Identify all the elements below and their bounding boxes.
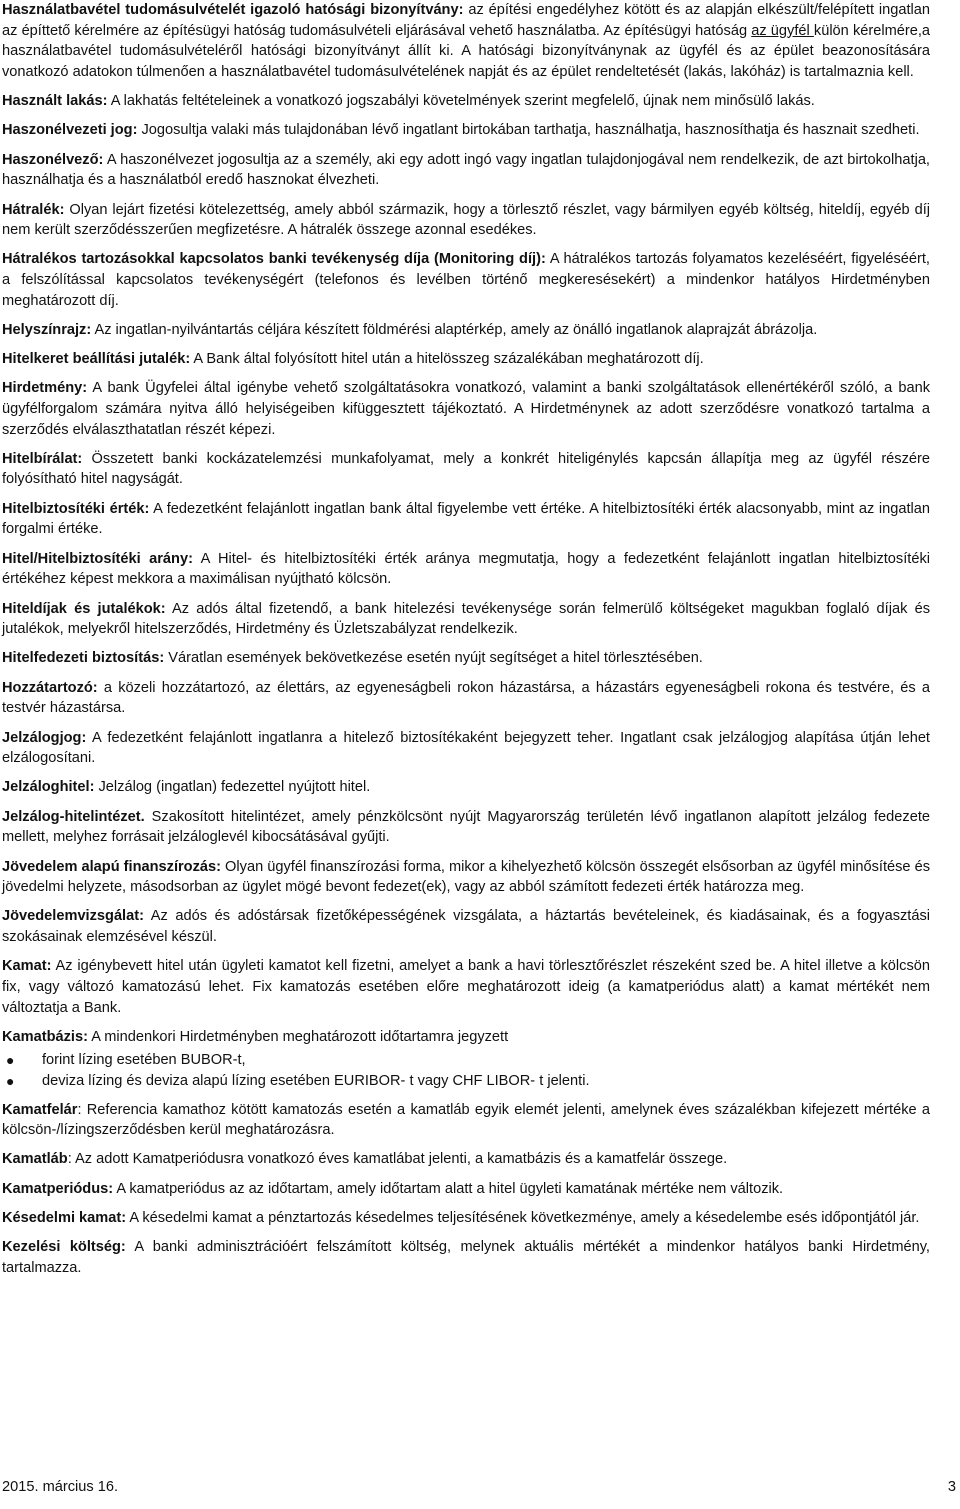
bullet-icon: ● — [6, 1072, 15, 1089]
definition-text: A hátralékos tartozás folyamatos kezeléséért, figyeléséért, a felszólítással kapcsolatos tevékenységért (telefonos és levélben történő megkeresésekért) a mindenkor hatályos Hirdetményben meghatározott díj. — [2, 251, 930, 309]
definition-entry — [2, 906, 930, 947]
definition-entry — [2, 320, 930, 341]
definition-entry — [2, 599, 930, 640]
term: Hozzátartozó: — [2, 679, 98, 696]
term: Haszonélvező: — [2, 151, 104, 168]
definition-text: A késedelmi kamat a pénztartozás késedelmes teljesítésének következménye, amely a késedelembe esés időpontjától jár. — [126, 1210, 920, 1226]
definition-text: A fedezetként felajánlott ingatlanra a hitelező biztosítékaként bejegyzett teher. Ingatlant csak jelzálogjog alapítása útján lehet elzálogosítani. — [2, 729, 930, 767]
definition-entry — [2, 499, 930, 540]
definition-text: Olyan lejárt fizetési kötelezettség, amely abból származik, hogy a törlesztő részlet, vagy bármilyen egyéb költség, hiteldíj, egyéb díj nem került szerződésszerűen megfizetésre. A hátralék összege azonnal esedékes. — [2, 201, 930, 239]
definition-text: A mindenkori Hirdetményben meghatározott időtartamra jegyzett — [87, 1028, 509, 1045]
term: Helyszínrajz: — [2, 321, 92, 338]
term: Kamatfelár — [2, 1101, 78, 1118]
definition-entry — [2, 1208, 930, 1229]
page-number: 3 — [947, 1479, 956, 1495]
definition-text: A bank Ügyfelei által igénybe vehető szolgáltatásokra vonatkozó, valamint a banki szolgáltatások ellenértékéről szóló, a bank ügyfélforgalom számára nyitva álló helyiségeiben kifüggesztett tájékoztató. A Hirdetménynek az adott szerződésre vonatkozó tartalma a szerződés elválaszthatatlan részét képezi. — [2, 380, 930, 438]
term: Jelzáloghitel: — [2, 779, 95, 796]
definition-entry — [2, 91, 930, 112]
term: Kezelési költség: — [2, 1239, 126, 1256]
term: Hitelfedezeti biztosítás: — [2, 650, 165, 667]
definition-entry — [2, 777, 930, 798]
definition-text: Az igénybevett hitel után ügyleti kamatot kell fizetni, amelyet a bank a havi törlesztőrészlet részeként szed be. A hitel illetve a kölcsön fix, vagy változó kamatozású lehet. Fix kamatozás esetében előre meghatározott ideig (a kamatperiódus alatt) a kamat mértékét nem változtatja a Bank. — [2, 958, 930, 1016]
definition-entry — [2, 150, 930, 191]
definition-entry — [2, 120, 930, 141]
definition-text: A Hitel- és hitelbiztosítéki érték aránya megmutatja, hogy a fedezetként felajánlott ingatlan hitelbiztosítéki értékéhez képest mekkora a maximálisan nyújtható kölcsön. — [2, 550, 930, 588]
definition-entry — [2, 678, 930, 719]
definition-text: a közeli hozzátartozó, az élettárs, az egyeneságbeli rokon házastársa, a házastárs egyeneságbeli rokona és testvére, és a testvér házastársa. — [2, 679, 930, 717]
definition-text: A banki adminisztrációért felszámított költség, melynek aktuális mértékét a mindenkor hatályos banki Hirdetmény, tartalmazza. — [2, 1239, 930, 1276]
definition-entry — [2, 378, 930, 440]
definition-text: Olyan ügyfél finanszírozási forma, mikor a kihelyezhető kölcsön összegét elsősorban az ügyfél minősítése és jövedelmi helyzete, másodsorban az ügylet mögé bevont fedezet(ek), vagy az abból számított fedezeti érték határozza meg. — [2, 858, 931, 896]
definition-entry — [2, 956, 930, 1018]
definition-entry — [2, 200, 930, 241]
term: Használt lakás: — [2, 93, 108, 110]
definition-text: Jelzálog (ingatlan) fedezettel nyújtott hitel. — [94, 779, 371, 796]
definition-entry — [2, 648, 930, 669]
list-item-text: deviza lízing és deviza alapú lízing esetében EURIBOR- t vagy CHF LIBOR- t jelenti. — [42, 1072, 590, 1089]
definition-text: Váratlan események bekövetkezése esetén nyújt segítséget a hitel törlesztésében. — [164, 650, 703, 667]
definition-text: külön kérelmére,a használatbavétel tudomásulvételéről hatósági bizonyítványt állít ki. A hatósági bizonyítványnak az ügyfél és az épület beazonosítására vonatkozó adatokon túlmenően a használatbavétel tudomásulvételének napját és az épület rendeltetését (lakás, lakóház) is tartalmaznia kell. — [2, 22, 930, 80]
definition-text: Az ingatlan-nyilvántartás céljára készített földmérési alaptérkép, amely az önálló ingatlanok alaprajzát ábrázolja. — [91, 321, 818, 338]
definition-entry — [2, 249, 930, 311]
term: Hitelbiztosítéki érték: — [2, 500, 150, 517]
term: Kamatbázis: — [2, 1028, 88, 1045]
definition-text: az építési engedélyhez kötött és az alapján elkészült/felépített ingatlan az építtető kérelmére az építésügyi hatóság tudomásulvételi eljárásával vehető használatba. Az építésügyi hatóság — [2, 2, 930, 39]
underlined-text: az ügyfél — [751, 22, 814, 39]
definition-entry — [2, 1100, 930, 1141]
term: Jövedelem alapú finanszírozás: — [2, 858, 221, 875]
definition-entry — [2, 728, 930, 769]
bullet-icon: ● — [6, 1052, 15, 1069]
term: Jövedelemvizsgálat: — [2, 908, 144, 925]
definition-text: A lakhatás feltételeinek a vonatkozó jogszabályi követelmények szerint megfelelő, újnak nem minősülő lakás. — [107, 93, 815, 110]
definition-text: A Bank által folyósított hitel után a hitelösszeg százalékában meghatározott díj. — [190, 351, 704, 368]
term: Hitelbírálat: — [2, 450, 83, 467]
term: Hitel/Hitelbiztosítéki arány: — [2, 550, 193, 567]
term: Hirdetmény: — [2, 380, 88, 397]
list-item-text: forint lízing esetében BUBOR-t, — [42, 1052, 246, 1069]
definition-entry — [2, 857, 930, 898]
definition-text: Jogosultja valaki más tulajdonában lévő ingatlant birtokában tarthatja, használhatja, hasznosíthatja és hasznait szedheti. — [137, 122, 920, 139]
term: Kamatláb — [2, 1151, 68, 1168]
bullet-list — [2, 1050, 930, 1091]
list-item — [2, 1071, 930, 1092]
definition-text: Összetett banki kockázatelemzési munkafolyamat, mely a konkrét hiteligénylés kapcsán állapítja meg az ügyfél részére folyósítható hitel nagyságát. — [2, 450, 930, 488]
term: Jelzálog-hitelintézet. — [2, 808, 145, 825]
term: Késedelmi kamat: — [2, 1210, 127, 1226]
definition-entry — [2, 449, 930, 490]
definition-entry — [2, 807, 930, 848]
list-item — [2, 1050, 930, 1071]
definition-text: : Az adott Kamatperiódusra vonatkozó éves kamatlábat jelenti, a kamatbázis és a kamatfelár összege. — [67, 1151, 728, 1168]
term: Kamat: — [2, 958, 52, 975]
definition-entry — [2, 1149, 930, 1170]
term: Jelzálogjog: — [2, 729, 87, 746]
definition-entry — [2, 349, 930, 370]
definition-entry — [2, 0, 930, 82]
document-page — [2, 0, 930, 1287]
term: Hitelkeret beállítási jutalék: — [2, 351, 191, 368]
definition-entry — [2, 549, 930, 590]
definition-text: A kamatperiódus az az időtartam, amely időtartam alatt a hitel ügyleti kamatának mértéke nem változik. — [113, 1180, 784, 1197]
definition-entry — [2, 1237, 930, 1278]
footer-date: 2015. március 16. — [2, 1479, 119, 1495]
definition-text: : Referencia kamathoz kötött kamatozás esetén a kamatláb egyik elemét jelenti, amelynek éves százalékban kifejezett mértéke a kölcsön-/lízingszerződésben kerül meghatározásra. — [2, 1101, 930, 1139]
term: Használatbavétel tudomásulvételét igazoló hatósági bizonyítvány: — [2, 2, 464, 18]
definition-text: Az adós által fizetendő, a bank hitelezési tevékenysége során felmerülő költségeket magukban foglaló díjak és jutalékok, melyekről hitelszerződés, Hirdetmény és Üzletszabályzat rendelkezik. — [2, 600, 930, 638]
term: Haszonélvezeti jog: — [2, 122, 138, 139]
term: Hátralékos tartozásokkal kapcsolatos banki tevékenység díja (Monitoring díj): — [2, 251, 546, 268]
definition-entry — [2, 1027, 930, 1048]
definition-text: A haszonélvezet jogosultja az a személy, aki egy adott ingó vagy ingatlan tulajdonjogával nem rendelkezik, de azt birtokolhatja, használhatja és a használatból eredő hasznokat élvezheti. — [2, 151, 930, 189]
term: Kamatperiódus: — [2, 1180, 114, 1197]
definition-text: Az adós és adóstársak fizetőképességének vizsgálata, a háztartás bevételeinek, és kiadásainak, és a fogyasztási szokásainak elemzésével készül. — [2, 908, 930, 946]
definition-entry — [2, 1179, 930, 1200]
definition-text: Szakosított hitelintézet, amely pénzkölcsönt nyújt Magyarország területén lévő ingatlanon alapított jelzálog fedezete mellett, melyhez forrásait jelzáloglevél kibocsátásával gyűjti. — [2, 808, 930, 846]
term: Hátralék: — [2, 201, 65, 218]
term: Hiteldíjak és jutalékok: — [2, 600, 166, 617]
definition-text: A fedezetként felajánlott ingatlan bank által figyelembe vett értéke. A hitelbiztosítéki érték alacsonyabb, mint az ingatlan forgalmi értéke. — [2, 500, 930, 538]
